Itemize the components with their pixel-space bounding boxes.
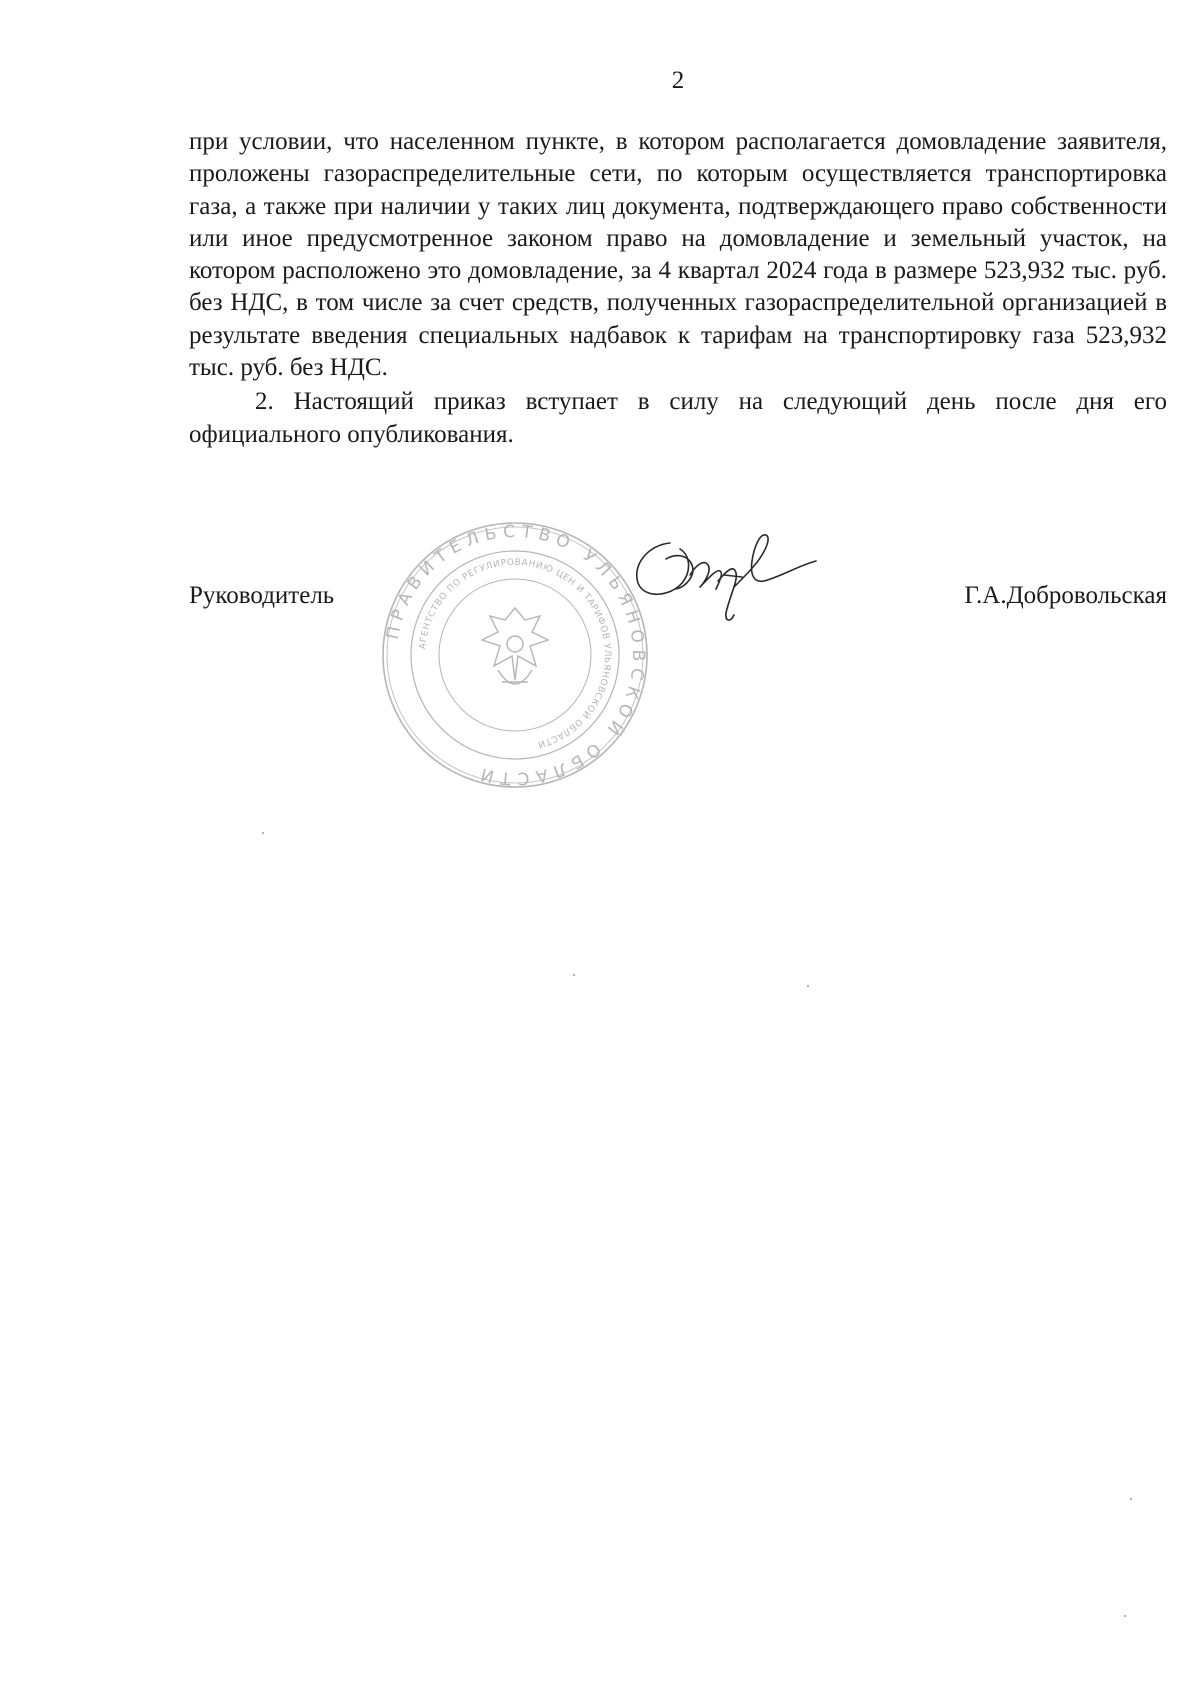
scan-speck [262,832,264,834]
paragraph-effective-date: 2. Настоящий приказ вступает в силу на следующий день после дня его официального опубликования. [189,388,1167,448]
svg-text:ПРАВИТЕЛЬСТВО УЛЬЯНОВСКОЙ ОБЛА: ПРАВИТЕЛЬСТВО УЛЬЯНОВСКОЙ ОБЛАСТИ [382,521,649,789]
scan-speck [1130,1498,1132,1500]
scan-speck [573,974,575,976]
scan-speck [1124,1615,1126,1617]
scan-speck [807,985,809,987]
document-body [189,126,1167,451]
signer-position: Руководитель [189,582,335,609]
signer-name: Г.А.Добровольская [964,582,1167,609]
svg-text:АГЕНТСТВО ПО РЕГУЛИРОВАНИЮ ЦЕН: АГЕНТСТВО ПО РЕГУЛИРОВАНИЮ ЦЕН И ТАРИФОВ УЛЬЯНОВСКОЙ ОБЛАСТИ [418,557,613,750]
official-seal-stamp [380,520,650,790]
paragraph-continuation: при условии, что населенном пункте, в котором располагается домовладение заявителя, проложены газораспределительные сети, по которым осуществляется транспортировка газа, а также при наличии у таких лиц документа, подтверждающего право собственности или иное предусмотренное законом право на домовладение и земельный участок, на котором расположено это домовладение, за 4 квартал 2024 года в размере 523,932 тыс. руб. без НДС, в том числе за счет средств, полученных газораспределительной организацией в результате введения специальных надбавок к тарифам на транспортировку газа 523,932 тыс. руб. без НДС. [189,128,1167,382]
page-number: 2 [671,67,685,94]
signature-block [189,580,1167,620]
